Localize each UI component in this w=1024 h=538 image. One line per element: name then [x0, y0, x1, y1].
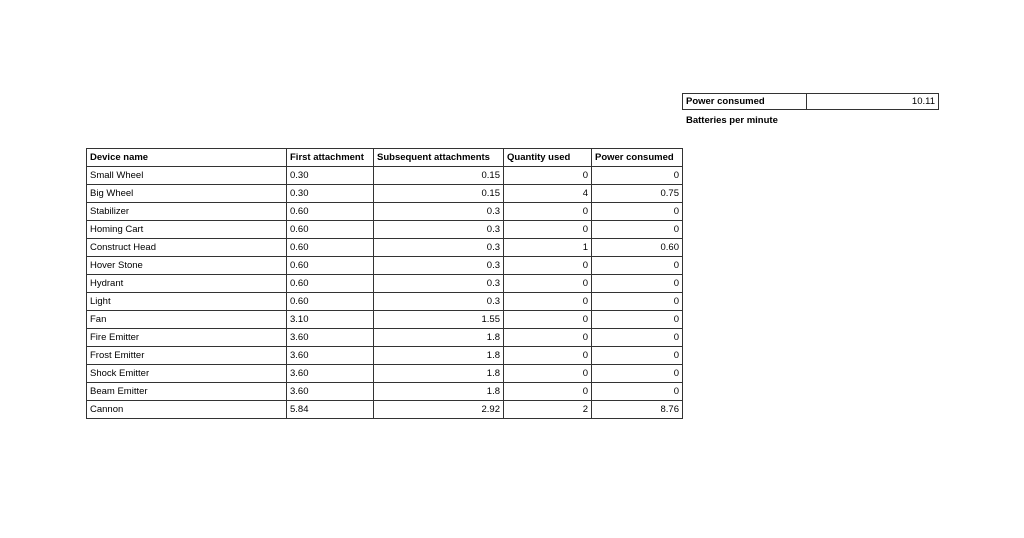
subsequent-attachments-cell[interactable]: 0.3 [374, 275, 504, 293]
power-consumed-cell[interactable]: 0 [592, 257, 683, 275]
table-row [87, 185, 683, 203]
header-first-attachment: First attachment [287, 149, 374, 167]
table-row [87, 383, 683, 401]
quantity-used-cell[interactable]: 0 [504, 257, 592, 275]
subsequent-attachments-cell[interactable]: 1.55 [374, 311, 504, 329]
device-name-cell[interactable]: Hover Stone [87, 257, 287, 275]
header-quantity-used: Quantity used [504, 149, 592, 167]
subsequent-attachments-cell[interactable]: 1.8 [374, 329, 504, 347]
device-name-cell[interactable]: Cannon [87, 401, 287, 419]
quantity-used-cell[interactable]: 1 [504, 239, 592, 257]
device-name-cell[interactable]: Homing Cart [87, 221, 287, 239]
table-row [87, 401, 683, 419]
device-table [86, 148, 683, 419]
batteries-per-minute-label: Batteries per minute [686, 115, 778, 126]
device-name-cell[interactable]: Fan [87, 311, 287, 329]
table-row [87, 293, 683, 311]
device-name-cell[interactable]: Hydrant [87, 275, 287, 293]
table-row [87, 203, 683, 221]
subsequent-attachments-cell[interactable]: 1.8 [374, 383, 504, 401]
first-attachment-cell[interactable]: 0.30 [287, 167, 374, 185]
subsequent-attachments-cell[interactable]: 2.92 [374, 401, 504, 419]
power-summary-table [682, 93, 939, 110]
power-consumed-cell[interactable]: 0 [592, 293, 683, 311]
first-attachment-cell[interactable]: 0.30 [287, 185, 374, 203]
first-attachment-cell[interactable]: 3.60 [287, 347, 374, 365]
quantity-used-cell[interactable]: 0 [504, 329, 592, 347]
device-name-cell[interactable]: Shock Emitter [87, 365, 287, 383]
header-device-name: Device name [87, 149, 287, 167]
subsequent-attachments-cell[interactable]: 0.3 [374, 257, 504, 275]
device-name-cell[interactable]: Frost Emitter [87, 347, 287, 365]
table-row [87, 221, 683, 239]
quantity-used-cell[interactable]: 0 [504, 203, 592, 221]
device-name-cell[interactable]: Beam Emitter [87, 383, 287, 401]
table-row [87, 347, 683, 365]
first-attachment-cell[interactable]: 0.60 [287, 257, 374, 275]
device-name-cell[interactable]: Fire Emitter [87, 329, 287, 347]
table-row [87, 275, 683, 293]
subsequent-attachments-cell[interactable]: 0.15 [374, 167, 504, 185]
power-consumed-cell[interactable]: 8.76 [592, 401, 683, 419]
power-consumed-cell[interactable]: 0 [592, 167, 683, 185]
quantity-used-cell[interactable]: 0 [504, 167, 592, 185]
table-row [87, 365, 683, 383]
power-consumed-cell[interactable]: 0 [592, 383, 683, 401]
first-attachment-cell[interactable]: 3.60 [287, 365, 374, 383]
table-header-row [87, 149, 683, 167]
power-consumed-cell[interactable]: 0 [592, 365, 683, 383]
quantity-used-cell[interactable]: 0 [504, 311, 592, 329]
subsequent-attachments-cell[interactable]: 0.3 [374, 203, 504, 221]
power-consumed-cell[interactable]: 0 [592, 221, 683, 239]
first-attachment-cell[interactable]: 5.84 [287, 401, 374, 419]
first-attachment-cell[interactable]: 0.60 [287, 221, 374, 239]
table-row [87, 311, 683, 329]
quantity-used-cell[interactable]: 0 [504, 275, 592, 293]
quantity-used-cell[interactable]: 0 [504, 293, 592, 311]
first-attachment-cell[interactable]: 0.60 [287, 293, 374, 311]
table-row [87, 239, 683, 257]
first-attachment-cell[interactable]: 3.60 [287, 383, 374, 401]
first-attachment-cell[interactable]: 0.60 [287, 275, 374, 293]
device-table-body [87, 167, 683, 419]
subsequent-attachments-cell[interactable]: 1.8 [374, 365, 504, 383]
power-consumed-cell[interactable]: 0 [592, 329, 683, 347]
first-attachment-cell[interactable]: 0.60 [287, 239, 374, 257]
subsequent-attachments-cell[interactable]: 1.8 [374, 347, 504, 365]
device-name-cell[interactable]: Light [87, 293, 287, 311]
table-row [87, 167, 683, 185]
first-attachment-cell[interactable]: 3.60 [287, 329, 374, 347]
first-attachment-cell[interactable]: 3.10 [287, 311, 374, 329]
header-subsequent-attachments: Subsequent attachments [374, 149, 504, 167]
table-row [87, 257, 683, 275]
subsequent-attachments-cell[interactable]: 0.3 [374, 293, 504, 311]
table-row [87, 329, 683, 347]
power-consumed-cell[interactable]: 0.75 [592, 185, 683, 203]
quantity-used-cell[interactable]: 0 [504, 347, 592, 365]
first-attachment-cell[interactable]: 0.60 [287, 203, 374, 221]
quantity-used-cell[interactable]: 0 [504, 365, 592, 383]
device-name-cell[interactable]: Stabilizer [87, 203, 287, 221]
quantity-used-cell[interactable]: 0 [504, 383, 592, 401]
power-consumed-cell[interactable]: 0 [592, 203, 683, 221]
quantity-used-cell[interactable]: 4 [504, 185, 592, 203]
power-consumed-value[interactable]: 10.11 [807, 94, 939, 110]
device-name-cell[interactable]: Small Wheel [87, 167, 287, 185]
device-name-cell[interactable]: Construct Head [87, 239, 287, 257]
power-consumed-cell[interactable]: 0.60 [592, 239, 683, 257]
subsequent-attachments-cell[interactable]: 0.3 [374, 221, 504, 239]
power-consumed-cell[interactable]: 0 [592, 347, 683, 365]
quantity-used-cell[interactable]: 2 [504, 401, 592, 419]
power-consumed-cell[interactable]: 0 [592, 311, 683, 329]
power-consumed-cell[interactable]: 0 [592, 275, 683, 293]
header-power-consumed: Power consumed [592, 149, 683, 167]
power-summary-row [683, 94, 939, 110]
subsequent-attachments-cell[interactable]: 0.3 [374, 239, 504, 257]
power-consumed-label: Power consumed [683, 94, 807, 110]
subsequent-attachments-cell[interactable]: 0.15 [374, 185, 504, 203]
device-name-cell[interactable]: Big Wheel [87, 185, 287, 203]
quantity-used-cell[interactable]: 0 [504, 221, 592, 239]
